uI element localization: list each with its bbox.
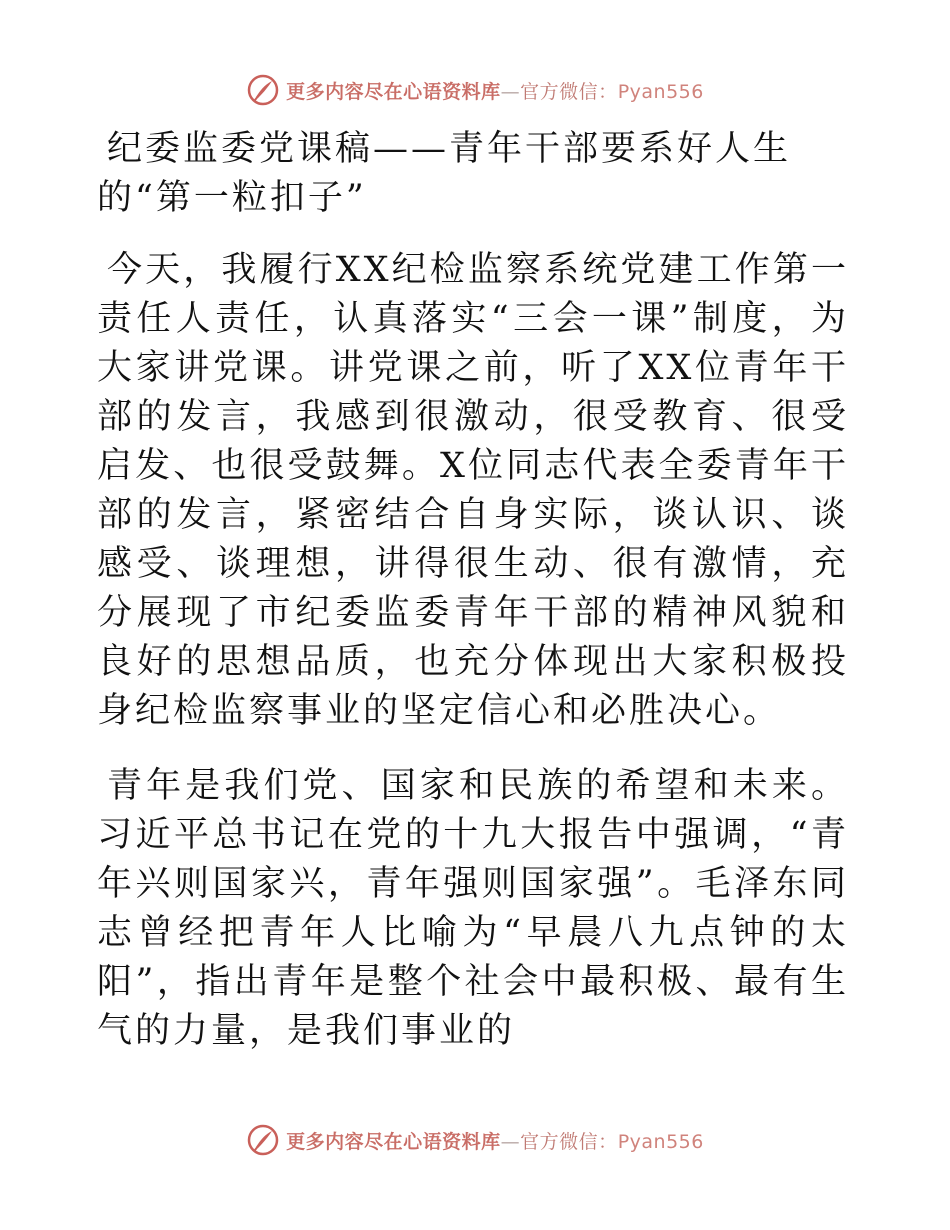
banner-text — [286, 1127, 704, 1154]
banner-wechat-id: Pyan556 — [617, 1130, 704, 1153]
banner-wechat-id: Pyan556 — [617, 80, 704, 103]
banner-text — [286, 77, 704, 104]
quill-pen-logo-icon — [246, 73, 280, 107]
header-banner — [0, 70, 950, 110]
paragraph-youth: 青年是我们党、国家和民族的希望和未来。习近平总书记在党的十九大报告中强调，“青年兴则国家兴，青年强则国家强”。毛泽东同志曾经把青年人比喻为“早晨八九点钟的太阳”，指出青年是整个社会中最积极、最有生气的力量，是我们事业的 — [97, 766, 849, 1051]
banner-separator: — — [500, 1130, 521, 1153]
banner-site-text: 更多内容尽在心语资料库 — [286, 1130, 501, 1153]
banner-official-label: 官方微信： — [520, 1130, 618, 1153]
footer-banner — [0, 1120, 950, 1160]
banner-separator: — — [500, 80, 521, 103]
document-body — [97, 125, 849, 1056]
banner-official-label: 官方微信： — [520, 80, 618, 103]
quill-pen-logo-icon — [246, 1123, 280, 1157]
document-title: 纪委监委党课稿——青年干部要系好人生的“第一粒扣子” — [97, 129, 792, 218]
paragraph-intro: 今天，我履行XX纪检监察系统党建工作第一责任人责任，认真落实“三会一课”制度，为大家讲党课。讲党课之前，听了XX位青年干部的发言，我感到很激动，很受教育、很受启发、也很受鼓舞。X位同志代表全委青年干部的发言，紧密结合自身实际，谈认识、谈感受、谈理想，讲得很生动、很有激情，充分展现了市纪委监委青年干部的精神风貌和良好的思想品质，也充分体现出大家积极投身纪检监察事业的坚定信心和必胜决心。 — [97, 250, 849, 731]
banner-site-text: 更多内容尽在心语资料库 — [286, 80, 501, 103]
